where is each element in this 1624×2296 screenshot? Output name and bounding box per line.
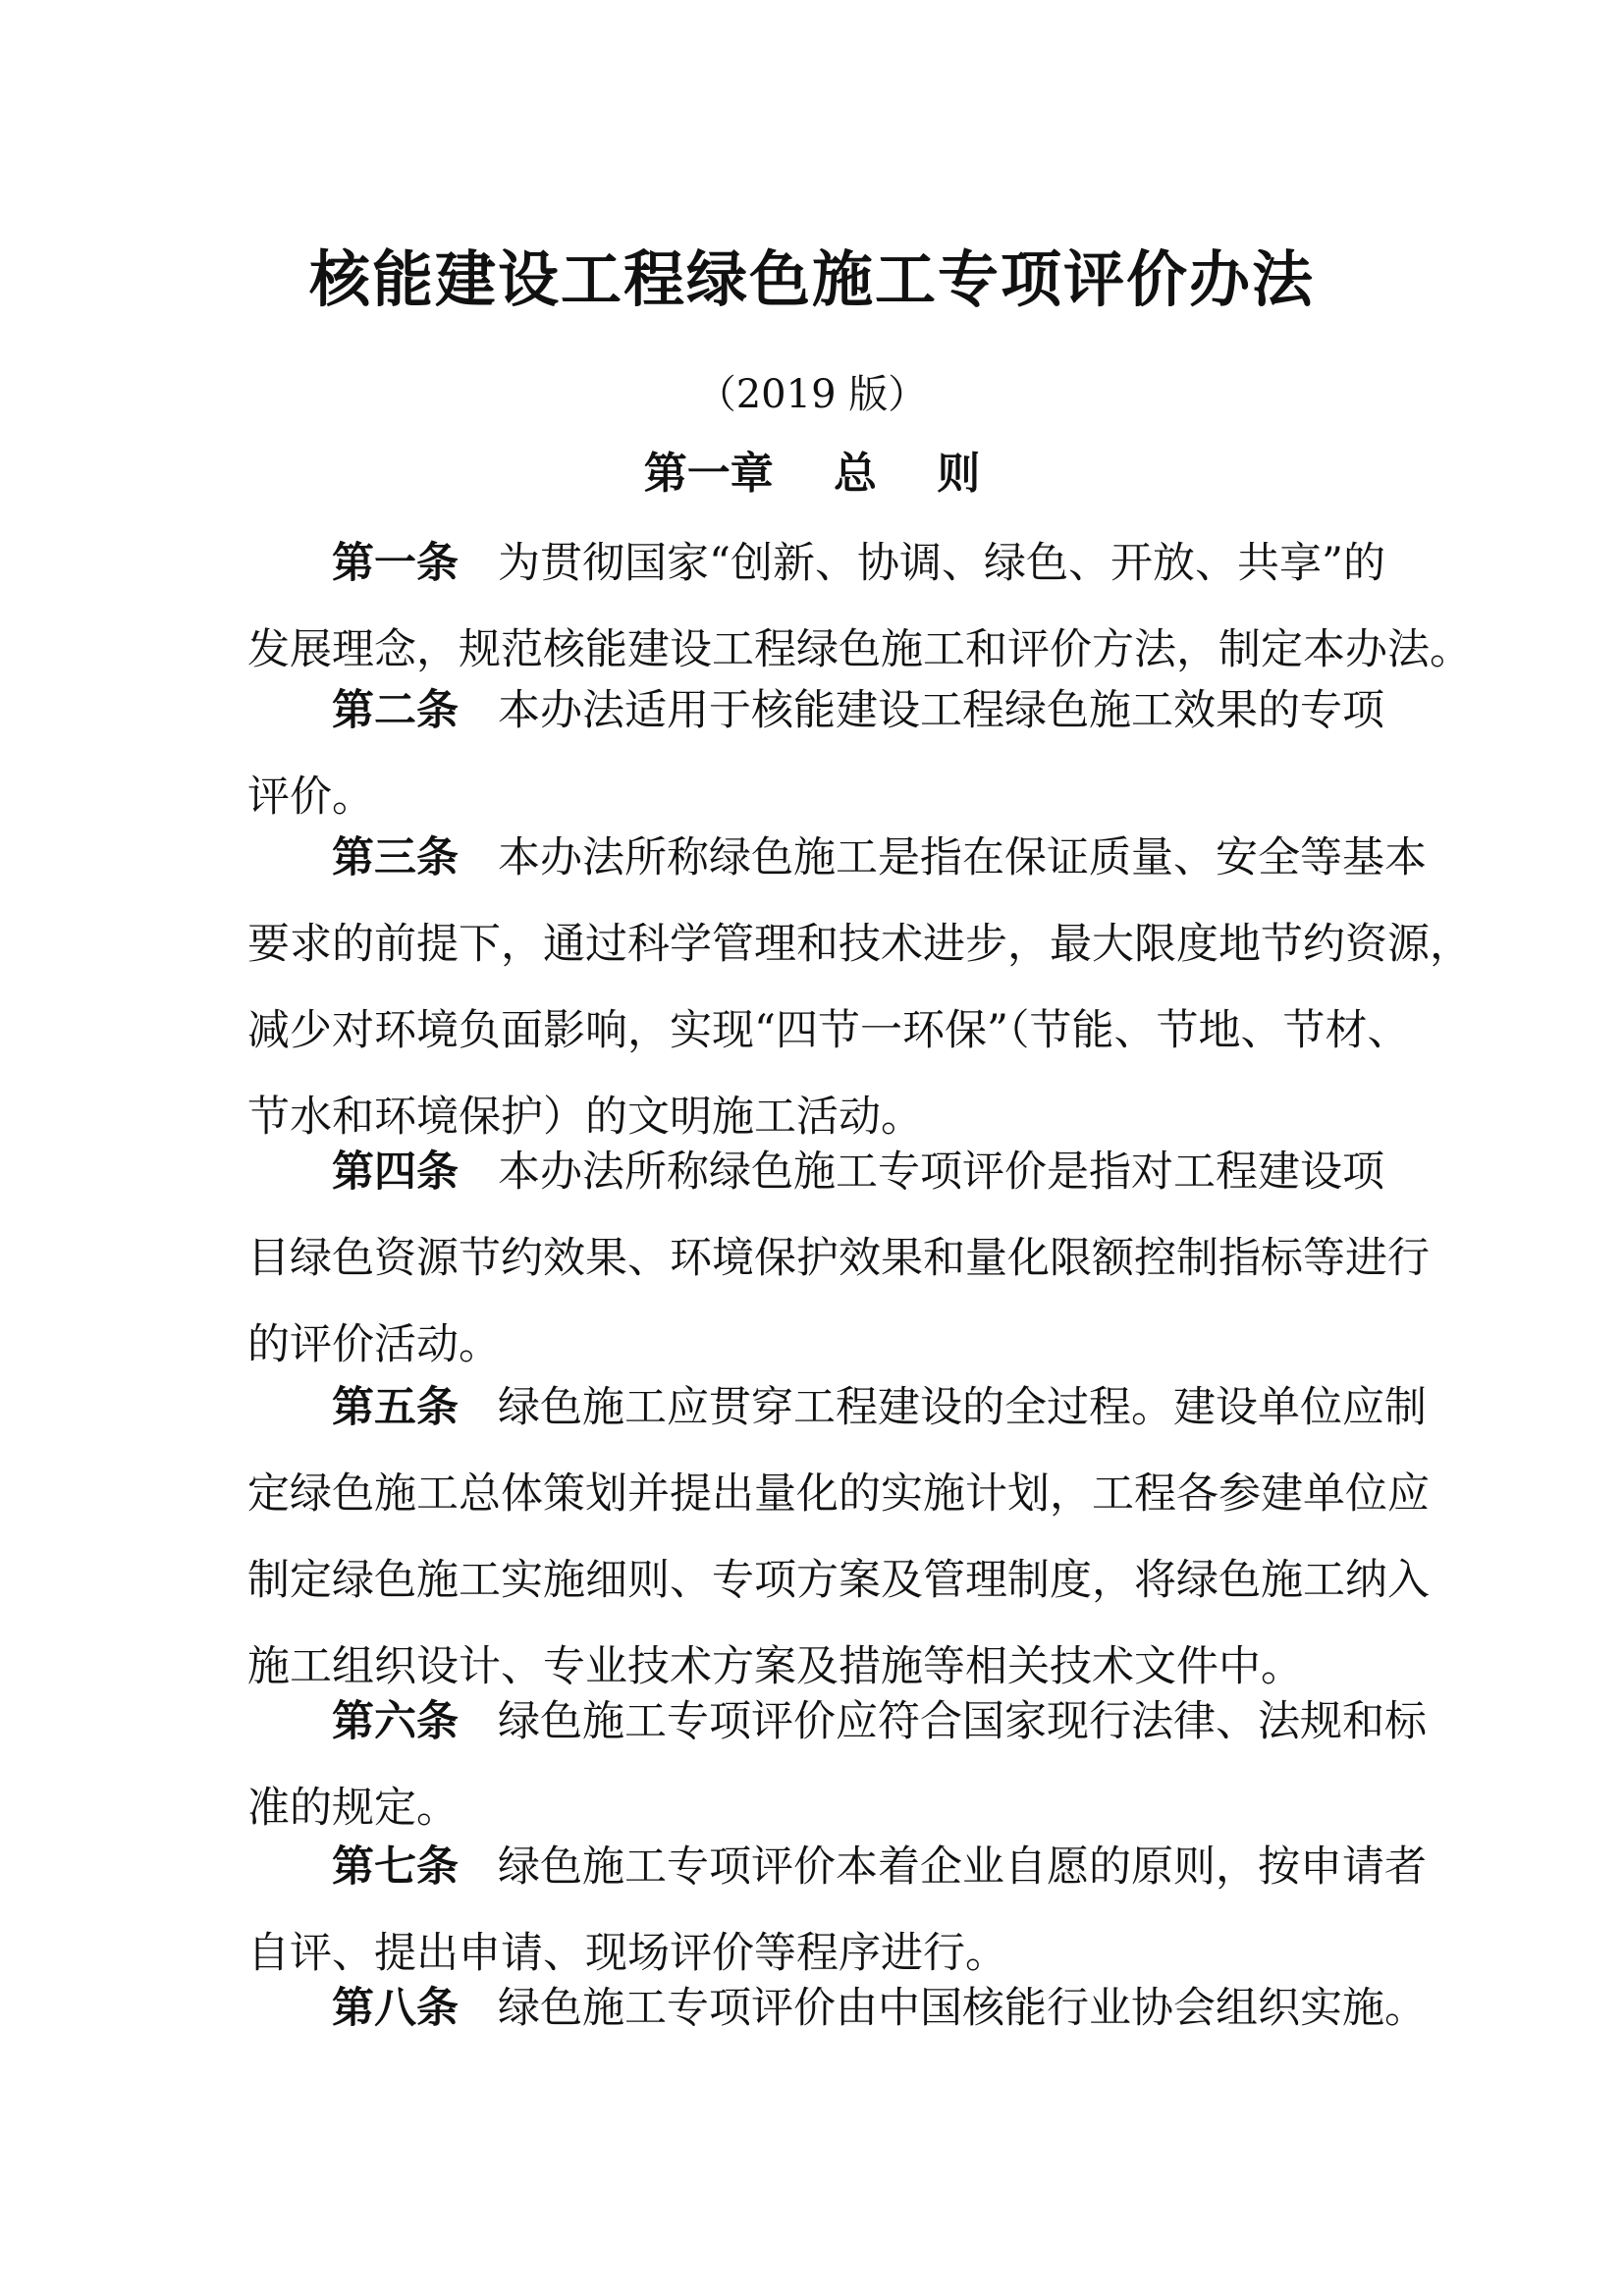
article-line: 评价。 (247, 773, 374, 822)
article-line: 节水和环境保护）的文明施工活动。 (247, 1093, 923, 1142)
article-line: 目绿色资源节约效果、环境保护效果和量化限额控制指标等进行 (247, 1234, 1430, 1283)
article-line: 要求的前提下，通过科学管理和技术进步，最大限度地节约资源， (247, 920, 1472, 969)
article-text: 本办法所称绿色施工专项评价是指对工程建设项 (498, 1148, 1384, 1197)
article-label: 第二条 (332, 686, 459, 735)
article-line: 定绿色施工总体策划并提出量化的实施计划，工程各参建单位应 (247, 1469, 1430, 1519)
article-line (247, 520, 1386, 607)
document-version: （2019 版） (696, 372, 928, 417)
article-line (247, 1364, 1427, 1451)
article-text: 绿色施工专项评价由中国核能行业协会组织实施。 (498, 1984, 1427, 2033)
article-text: 绿色施工专项评价本着企业自愿的原则，按申请者 (498, 1842, 1427, 1892)
article-label: 第四条 (332, 1148, 459, 1197)
article-line: 施工组织设计、专业技术方案及措施等相关技术文件中。 (247, 1642, 1303, 1691)
article-label: 第六条 (332, 1697, 459, 1746)
article-line (247, 667, 1386, 754)
article-label: 第五条 (332, 1383, 459, 1432)
article-line: 自评、提出申请、现场评价等程序进行。 (247, 1929, 1007, 1978)
article-label: 第一条 (332, 539, 459, 588)
article-text: 为贯彻国家“创新、协调、绿色、开放、共享”的 (498, 539, 1385, 588)
article-5 (247, 1364, 1430, 1710)
article-label: 第三条 (332, 833, 459, 882)
article-label: 第七条 (332, 1842, 459, 1892)
article-text: 绿色施工专项评价应符合国家现行法律、法规和标 (498, 1697, 1427, 1746)
document-title: 核能建设工程绿色施工专项评价办法 (308, 243, 1315, 315)
article-8 (247, 1965, 1427, 2052)
article-line: 准的规定。 (247, 1784, 459, 1833)
article-text: 绿色施工应贯穿工程建设的全过程。建设单位应制 (498, 1383, 1427, 1432)
article-line (247, 815, 1427, 901)
article-line (247, 1129, 1386, 1215)
article-line (247, 1824, 1427, 1910)
article-text: 本办法所称绿色施工是指在保证质量、安全等基本 (498, 833, 1427, 882)
article-4 (247, 1129, 1430, 1388)
article-label: 第八条 (332, 1984, 459, 2033)
article-line: 发展理念，规范核能建设工程绿色施工和评价方法，制定本办法。 (247, 625, 1472, 674)
chapter-heading: 第一章 总 则 (643, 449, 981, 499)
article-line (247, 1965, 1427, 2052)
article-line: 制定绿色施工实施细则、专项方案及管理制度，将绿色施工纳入 (247, 1556, 1430, 1605)
article-line (247, 1679, 1427, 1765)
article-text: 本办法适用于核能建设工程绿色施工效果的专项 (498, 686, 1384, 735)
article-line: 减少对环境负面影响，实现“四节一环保”（节能、节地、节材、 (247, 1006, 1410, 1055)
article-line: 的评价活动。 (247, 1320, 501, 1369)
article-3 (247, 815, 1472, 1160)
